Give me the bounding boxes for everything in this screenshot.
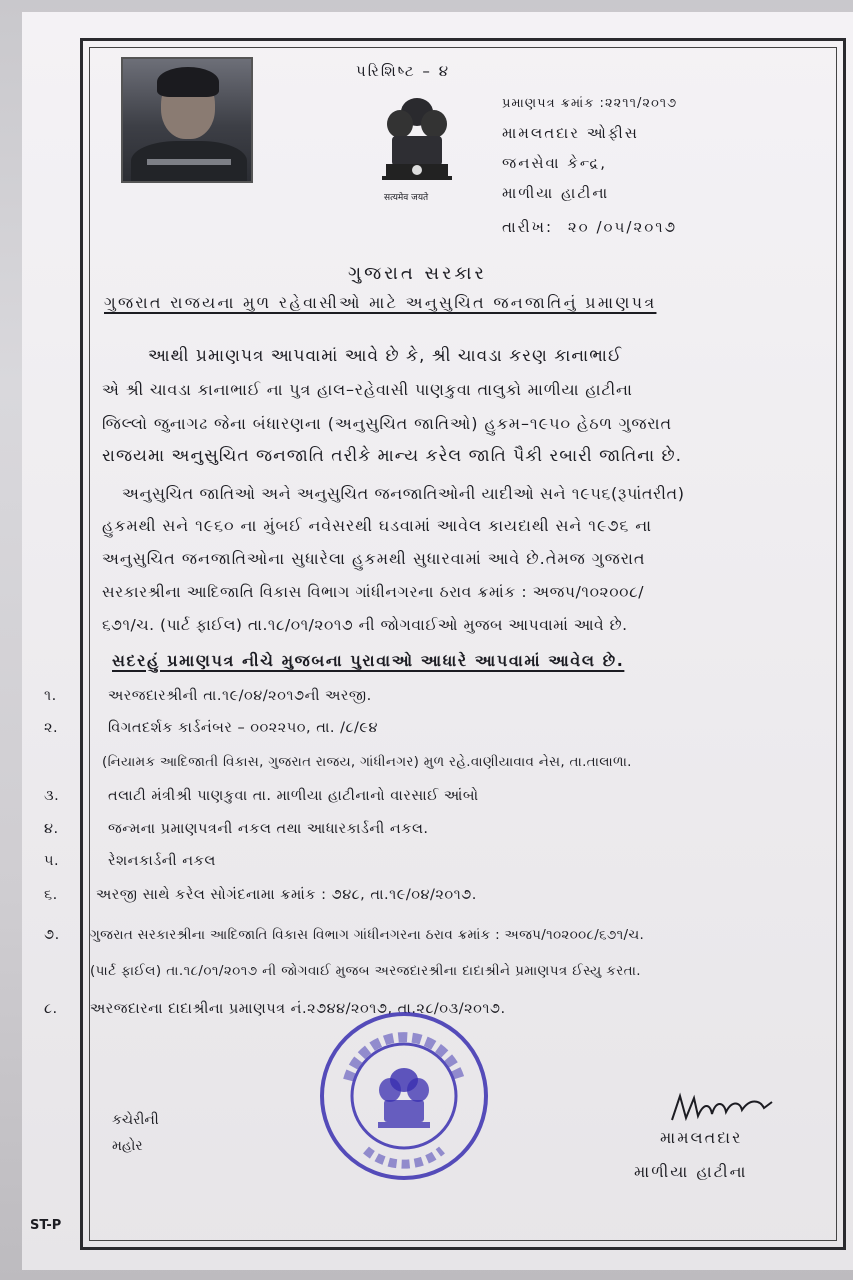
issue-date [502,218,677,236]
signatory-office: માળીયા હાટીના [634,1162,748,1181]
evidence-no-6: ૬. [44,887,58,903]
para1-line-3: જિલ્લો જુનાગઢ જેના બંધારણના (અનુસુચિત જાતિઓ) હુકમ–૧૯૫૦ હેઠળ ગુજરાત [102,414,673,433]
evidence-no-4: ૪. [44,821,59,837]
office-line-3: માળીયા હાટીના [502,184,610,202]
para2-line-2: હુકમથી સને ૧૯૬૦ ના મુંબઈ નવેસરથી ઘડવામાં આવેલ કાયદાથી સને ૧૯૭૬ ના [102,516,652,535]
office-line-1: મામલતદાર ઓફીસ [502,124,639,142]
evidence-no-7: ૭. [44,927,60,943]
evidence-no-8: ૮. [44,1001,58,1017]
form-code: ST-P [30,1218,62,1233]
evidence-no-3: ૩. [44,788,60,804]
evidence-item-1: અરજદારશ્રીની તા.૧૯/૦૪/૨૦૧૭ની અરજી. [108,688,372,704]
evidence-no-5: ૫. [44,853,60,869]
seal-label-line-1: કચેરીની [112,1112,159,1128]
evidence-item-7-continued: (પાર્ટ ફાઈલ) તા.૧૮/૦૧/૨૦૧૭ ની જોગવાઈ મુજબ અરજદારશ્રીના દાદાશ્રીને પ્રમાણપત્ર ઈસ્યુ કરતા. [90,963,641,979]
evidence-item-4: જન્મના પ્રમાણપત્રની નકલ તથા આધારકાર્ડની નકલ. [108,821,429,837]
government-heading: ગુજરાત સરકાર [348,263,487,284]
certificate-title: ગુજરાત રાજયના મુળ રહેવાસીઓ માટે અનુસુચિત જનજાતિનું પ્રમાણપત્ર [104,293,657,312]
evidence-item-7: ગુજરાત સરકારશ્રીના આદિજાતિ વિકાસ વિભાગ ગાંધીનગરના ઠરાવ ક્રમાંક : અજપ/૧૦૨૦૦૮/૬૭૧/ચ. [90,927,645,943]
annexure-label: પરિશિષ્ટ – ૪ [356,62,451,80]
office-line-2: જનસેવા કેન્દ્ર, [502,154,608,172]
certificate-number [502,96,677,111]
para2-line-5: ૬૭૧/ચ. (પાર્ટ ફાઈલ) તા.૧૮/૦૧/૨૦૧૭ ની જોગવાઈઓ મુજબ આપવામાં આવે છે. [102,616,628,634]
signature [668,1090,778,1130]
para2-line-4: સરકારશ્રીના આદિજાતિ વિકાસ વિભાગ ગાંધીનગરના ઠરાવ ક્રમાંક : અજપ/૧૦૨૦૦૮/ [102,583,645,601]
emblem-motto: सत्यमेव जयते [384,193,429,203]
evidence-no-2: ૨. [44,720,59,736]
issue-date-label: તારીખ: [502,218,554,236]
certificate-number-label: પ્રમાણપત્ર ક્રમાંક : [502,96,605,111]
evidence-item-8: અરજદારના દાદાશ્રીના પ્રમાણપત્ર નં.૨૭૪૪/૨૦૧૭, તા.૨૮/૦૩/૨૦૧૭. [90,1001,506,1017]
issue-date-value: ૨૦ /૦૫/૨૦૧૭ [567,218,678,236]
evidence-item-2-continued: (નિયામક આદિજાતી વિકાસ, ગુજરાત રાજય, ગાંધીનગર) મુળ રહે.વાણીયાવાવ નેસ, તા.તાલાળા. [102,754,632,770]
para2-line-1: અનુસુચિત જાતિઓ અને અનુસુચિત જનજાતિઓની યાદીઓ સને ૧૯૫૬(રૂપાંતરીત) [122,484,685,503]
evidence-item-6: અરજી સાથે કરેલ સોગંદનામા ક્રમાંક : ૭૪૮, તા.૧૯/૦૪/૨૦૧૭. [96,887,477,903]
para1-line-1: આથી પ્રમાણપત્ર આપવામાં આવે છે કે, શ્રી ચાવડા કરણ કાનાભાઈ [148,346,623,366]
evidence-no-1: ૧. [44,688,57,704]
para1-line-4: રાજયમા અનુસુચિત જનજાતિ તરીકે માન્ય કરેલ જાતિ પૈકી રબારી જાતિના છે. [102,446,683,466]
applicant-photo [121,57,253,183]
evidence-item-5: રેશનકાર્ડની નકલ [108,853,216,869]
office-seal-stamp [318,1010,490,1182]
para2-line-3: અનુસુચિત જનજાતિઓના સુધારેલા હુકમથી સુધારવામાં આવે છે.તેમજ ગુજરાત [102,549,646,568]
para1-line-2: એ શ્રી ચાવડા કાનાભાઈ ના પુત્ર હાલ–રહેવાસી પાણકુવા તાલુકો માળીયા હાટીના [102,380,633,399]
state-emblem-icon [372,92,462,202]
basis-heading: સદરહું પ્રમાણપત્ર નીચે મુજબના પુરાવાઓ આધારે આપવામાં આવેલ છે. [112,651,625,670]
evidence-item-2: વિગતદર્શક કાર્ડનંબર – ૦૦૨૨૫૦, તા. /૮/૯૪ [108,720,378,736]
signatory-designation: મામલતદાર [660,1128,743,1147]
evidence-item-3: તલાટી મંત્રીશ્રી પાણકુવા તા. માળીયા હાટીનાનો વારસાઈ આંબો [108,788,479,804]
seal-label-line-2: મહોર [112,1138,143,1154]
certificate-number-value: ૨૨૧૧/૨૦૧૭ [604,96,678,111]
